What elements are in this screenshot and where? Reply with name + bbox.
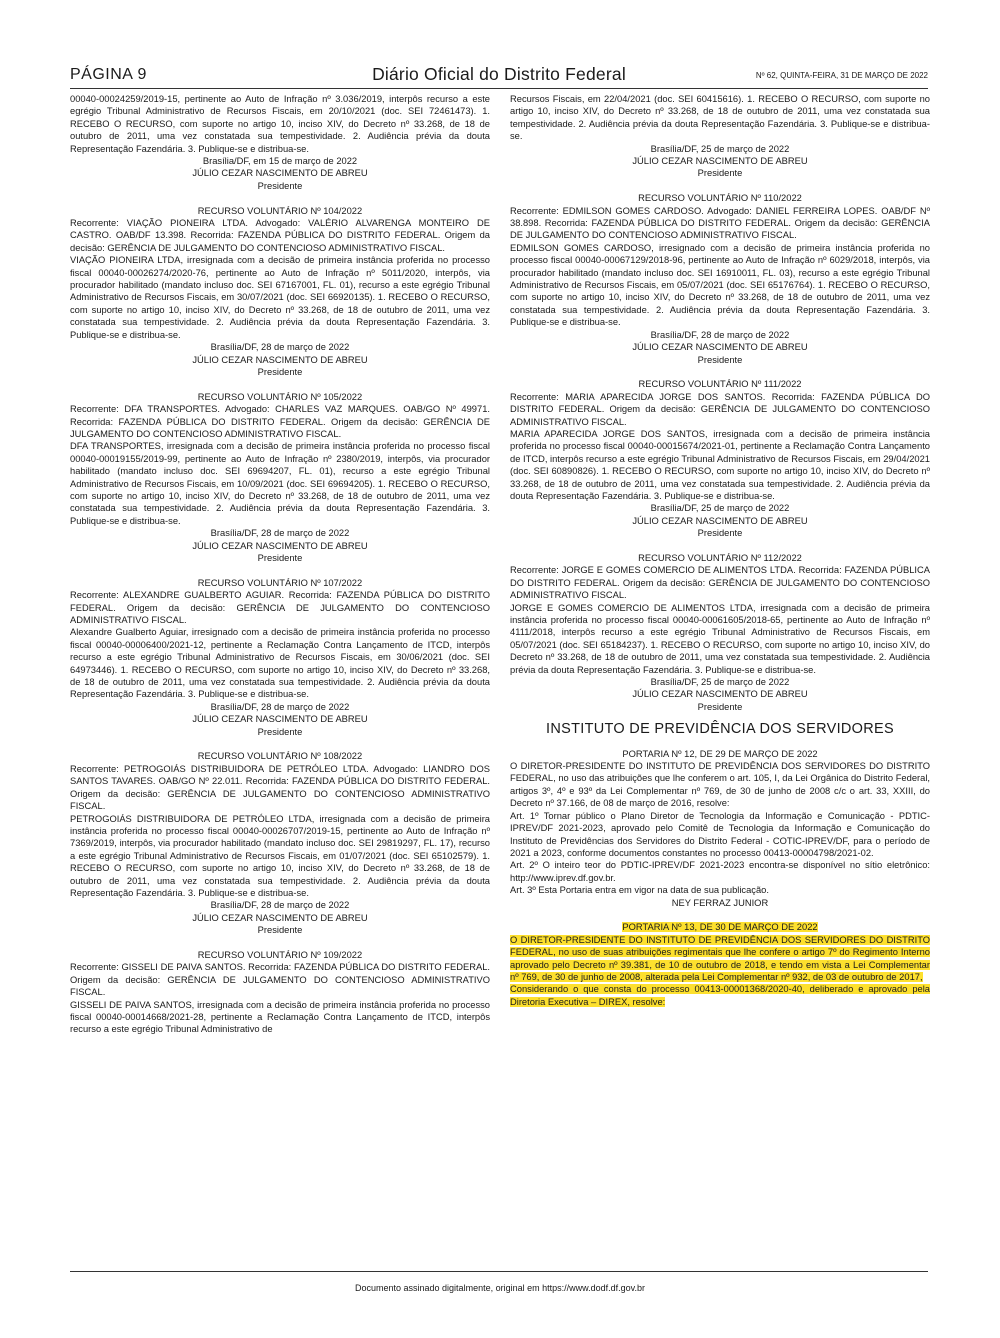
highlighted-text: PORTARIA Nº 13, DE 30 DE MARÇO DE 2022: [622, 922, 818, 933]
ordinance-considering-13: [510, 983, 930, 1008]
appeal-title-110: RECURSO VOLUNTÁRIO Nº 110/2022: [638, 193, 802, 204]
signature-name: JÚLIO CEZAR NASCIMENTO DE ABREU: [632, 156, 808, 167]
appeal-body-112: JORGE E GOMES COMERCIO DE ALIMENTOS LTDA, irresignada com a decisão de primeira instância proferida no processo fiscal 00040-00061605/2018-65, pertinente ao Auto de Infração nº 4111/2018, interpôs recurso a este egrégio Tribunal Administrativo de Recursos Fiscais, em 05/07/2021 (doc. SEI 65184237). 1. RECEBO O RECURSO, com suporte no artigo 10, inciso XIV, do Decreto nº 33.268, de 18 de outubro de 2011, uma vez constatada sua tempestividade. 2. Audiência prévia da douta Representação Fazendária. 3. Publique-se e distribua-se.: [510, 602, 930, 675]
left-column: [70, 93, 490, 1036]
appeal-parties-112: Recorrente: JORGE E GOMES COMERCIO DE ALIMENTOS LTDA. Recorrida: FAZENDA PÚBLICA DO DISTRITO FEDERAL. Origem da decisão: GERÊNCIA DE JULGAMENTO DO CONTENCIOSO ADMINISTRATIVO FISCAL.: [510, 565, 930, 601]
signature-name: JÚLIO CEZAR NASCIMENTO DE ABREU: [632, 689, 808, 700]
highlighted-text: Considerando o que consta do processo 00413-00001368/2020-40, deliberado e aprovado pela Diretoria Executiva – DIREX, resolve:: [510, 984, 930, 1007]
ordinance-article-2: Art. 2º O inteiro teor do PDTIC-IPREV/DF 2021-2023 encontra-se disponível no sítio eletrônico: http://www.iprev.df.gov.br.: [510, 860, 930, 883]
appeal-body-105: DFA TRANSPORTES, irresignada com a decisão de primeira instância proferida no processo fiscal 00040-00019155/2019-99, pertinente ao Auto de Infração nº 2380/2019, interpôs, via procurador habilitado (mandato incluso doc. SEI 69694207, FL. 01), recurso a este egrégio Tribunal Administrativo de Recursos Fiscais, em 10/09/2021 (doc. SEI 69694205). 1. RECEBO O RECURSO, com suporte no artigo 10, inciso XIV, do Decreto nº 33.268, de 18 de outubro de 2011, uma vez constatada sua tempestividade. 2. Audiência prévia da douta Representação Fazendária. 3. Publique-se e distribua-se.: [70, 441, 490, 526]
appeal-body-109-continued: Recursos Fiscais, em 22/04/2021 (doc. SEI 60415616). 1. RECEBO O RECURSO, com suporte no artigo 10, inciso XIV, do Decreto nº 33.268, de 18 de outubro de 2011, uma vez constatada sua tempestividade. 2. Audiência prévia da douta Representação Fazendária. 3. Publique-se e distribua-se.: [510, 94, 930, 142]
footer-rule: [70, 1271, 928, 1272]
signature-name: JÚLIO CEZAR NASCIMENTO DE ABREU: [192, 714, 368, 725]
appeal-title-109: RECURSO VOLUNTÁRIO Nº 109/2022: [197, 949, 363, 960]
right-column: [510, 93, 930, 1008]
signature-place: Brasília/DF, 25 de março de 2022: [650, 677, 790, 688]
appeal-body-111: MARIA APARECIDA JORGE DOS SANTOS, irresignada com a decisão de primeira instância proferida no processo fiscal 00040-00015674/2021-01, pertinente a Reclamação Contra Lançamento de ITCD, interpôs recurso a este egrégio Tribunal Administrativo de Recursos Fiscais, em 29/04/2021 (doc. SEI 60890826). 1. RECEBO O RECURSO, com suporte no artigo 10, inciso XIV, do Decreto nº 33.268, de 18 de outubro de 2011, uma vez constatada sua tempestividade. 2. Audiência prévia da douta Representação Fazendária. 3. Publique-se e distribua-se.: [510, 428, 930, 501]
signature-place: Brasília/DF, 28 de março de 2022: [650, 329, 790, 340]
appeal-parties-104: Recorrente: VIAÇÃO PIONEIRA LTDA. Advogado: VALÉRIO ALVARENGA MONTEIRO DE CASTRO. OAB/DF 13.398. Recorrida: FAZENDA PÚBLICA DO DISTRITO FEDERAL. Origem da decisão: GERÊNCIA DE JULGAMENTO DO CONTENCIOSO ADMINISTRATIVO FISCAL.: [70, 218, 490, 253]
appeal-parties-110: Recorrente: EDMILSON GOMES CARDOSO. Advogado: DANIEL FERREIRA LOPES. OAB/DF Nº 38.898. Recorrida: FAZENDA PÚBLICA DO DISTRITO FEDERAL. Origem da decisão: GERÊNCIA DE JULGAMENTO DO CONTENCIOSO ADMINISTRATIVO FISCAL.: [510, 205, 930, 241]
page-footer: Documento assinado digitalmente, original em https://www.dodf.df.gov.br: [355, 1283, 645, 1293]
appeal-parties-109: Recorrente: GISSELI DE PAIVA SANTOS. Recorrida: FAZENDA PÚBLICA DO DISTRITO FEDERAL. Origem da decisão: GERÊNCIA DE JULGAMENTO DO CONTENCIOSO ADMINISTRATIVO FISCAL.: [70, 962, 490, 998]
appeal-body-104: VIAÇÃO PIONEIRA LTDA, irresignada com a decisão de primeira instância proferida no processo fiscal 00040-00026274/2020-76, pertinente ao Auto de Infração nº 5011/2020, interpôs, via procurador habilitado (mandato incluso doc. SEI 67167001, FL. 01), recurso a este egrégio Tribunal Administrativo de Recursos Fiscais, em 30/07/2021 (doc. SEI 66920135). 1. RECEBO O RECURSO, com suporte no artigo 10, inciso XIV, do Decreto nº 33.268, de 18 de outubro de 2011, uma vez constatada sua tempestividade. 2. Audiência prévia da douta Representação Fazendária. 3. Publique-se e distribua-se.: [70, 255, 490, 340]
signature-name: JÚLIO CEZAR NASCIMENTO DE ABREU: [632, 515, 808, 526]
ordinance-article-1: Art. 1º Tornar público o Plano Diretor de Tecnologia da Informação e Comunicação - PDTIC-IPREV/DF 2021-2023, aprovado pelo Comitê de Tecnologia da Informação e Comunicação do Instituto de Previdências dos Servidores do Distrito Federal - COTIC-IPREV/DF, para o período de 2021 a 2023, conforme documentos constantes no processo 00413-00004798/2021-02.: [510, 810, 930, 858]
appeal-body-107: Alexandre Gualberto Aguiar, irresignado com a decisão de primeira instância proferida no processo fiscal 00040-00006400/2021-12, pertinente a Reclamação Contra Lançamento de ITCD, interpôs recurso a este egrégio Tribunal Administrativo de Recursos Fiscais, em 30/06/2021 (doc. SEI 64973446). 1. RECEBO O RECURSO, com suporte no artigo 10, inciso XIV, do Decreto nº 33.268, de 18 de outubro de 2011, uma vez constatada sua tempestividade. 2. Audiência prévia da douta Representação Fazendária. 3. Publique-se e distribua-se.: [70, 627, 490, 700]
ordinance-intro-13: [510, 934, 930, 984]
page-header: [70, 64, 928, 88]
signature-name: JÚLIO CEZAR NASCIMENTO DE ABREU: [632, 342, 808, 353]
appeal-body-108: PETROGOIÁS DISTRIBUIDORA DE PETRÓLEO LTDA, irresignada com a decisão de primeira instância proferida no processo fiscal 00040-00026707/2019-15, pertinente ao Auto de Infração nº 7369/2019, interpôs, via procurador habilitado (mandato incluso doc. SEI 29819297, FL. 17), recurso a este egrégio Tribunal Administrativo de Recursos Fiscais, em 01/07/2021 (doc. SEI 65102579). 1. RECEBO O RECURSO, com suporte no artigo 10, inciso XIV, do Decreto nº 33.268, de 18 de outubro de 2011, uma vez constatada sua tempestividade. 2. Audiência prévia da douta Representação Fazendária. 3. Publique-se e distribua-se.: [70, 813, 490, 898]
signature-role: Presidente: [257, 726, 303, 737]
signature-name: JÚLIO CEZAR NASCIMENTO DE ABREU: [192, 912, 368, 923]
appeal-body-109: GISSELI DE PAIVA SANTOS, irresignada com a decisão de primeira instância proferida no processo fiscal 00040-00014668/2021-28, pertinente a Reclamação Contra Lançamento de ITCD, interpôs recurso a este egrégio Tribunal Administrativo de: [70, 999, 490, 1035]
appeal-title-107: RECURSO VOLUNTÁRIO Nº 107/2022: [197, 577, 363, 588]
ordinance-title-12: PORTARIA Nº 12, DE 29 DE MARÇO DE 2022: [622, 748, 818, 759]
signature-role: Presidente: [257, 553, 303, 563]
appeal-parties-105: Recorrente: DFA TRANSPORTES. Advogado: CHARLES VAZ MARQUES. OAB/GO Nº 49971. Recorrida: FAZENDA PÚBLICA DO DISTRITO FEDERAL. Origem da decisão: GERÊNCIA DE JULGAMENTO DO CONTENCIOSO ADMINISTRATIVO FISCAL.: [70, 404, 490, 439]
signature-role: Presidente: [697, 528, 743, 539]
page-number: PÁGINA 9: [70, 66, 147, 83]
appeal-body-110: EDMILSON GOMES CARDOSO, irresignado com a decisão de primeira instância proferida no processo fiscal 00040-00067129/2018-96, pertinente ao Auto de Infração nº 6029/2018, interpôs, via procurador habilitado (mandato incluso doc. SEI 16910011, FL. 03), recurso a este egrégio Tribunal Administrativo de Recursos Fiscais, em 05/07/2021 (doc. SEI 65176764). 1. RECEBO O RECURSO, com suporte no artigo 10, inciso XIV, do Decreto nº 33.268, de 18 de outubro de 2011, uma vez constatada sua tempestividade. 2. Audiência prévia da douta Representação Fazendária. 3. Publique-se e distribua-se.: [510, 242, 930, 328]
section-heading: INSTITUTO DE PREVIDÊNCIA DOS SERVIDORES: [546, 721, 894, 738]
signature-place: Brasília/DF, 25 de março de 2022: [650, 503, 790, 514]
edition-date: Nº 62, QUINTA-FEIRA, 31 DE MARÇO DE 2022: [755, 71, 928, 80]
signature-place: Brasília/DF, em 15 de março de 2022: [202, 156, 358, 167]
signature-place: Brasília/DF, 28 de março de 2022: [210, 900, 350, 911]
appeal-parties-107: Recorrente: ALEXANDRE GUALBERTO AGUIAR. Recorrida: FAZENDA PÚBLICA DO DISTRITO FEDERAL. Origem da decisão: GERÊNCIA DE JULGAMENTO DO CONTENCIOSO ADMINISTRATIVO FISCAL.: [70, 590, 490, 626]
ordinance-article-3: Art. 3º Esta Portaria entra em vigor na data de sua publicação.: [510, 885, 769, 896]
ordinance-signer: NEY FERRAZ JUNIOR: [671, 897, 769, 908]
appeal-title-108: RECURSO VOLUNTÁRIO Nº 108/2022: [197, 751, 363, 762]
highlighted-text: O DIRETOR-PRESIDENTE DO INSTITUTO DE PREVIDÊNCIA DOS SERVIDORES DO DISTRITO FEDERAL, no uso de suas atribuições regimentais que lhe confere o artigo 7º do Regimento Interno aprovado pelo Decreto nº 39.381, de 10 de outubro de 2018, e tendo em vista a Lei Complementar nº 769, de 30 de junho de 2008, alterada pela Lei Complementar nº 932, de 03 de outubro de 2017,: [510, 934, 930, 982]
signature-role: Presidente: [257, 180, 303, 191]
signature-name: JÚLIO CEZAR NASCIMENTO DE ABREU: [192, 168, 368, 179]
signature-place: Brasília/DF, 28 de março de 2022: [210, 701, 350, 712]
signature-role: Presidente: [697, 354, 743, 365]
ordinance-title-13: [510, 921, 930, 933]
publication-title: Diário Oficial do Distrito Federal: [372, 64, 626, 84]
signature-role: Presidente: [697, 168, 743, 179]
appeal-title-112: RECURSO VOLUNTÁRIO Nº 112/2022: [638, 552, 802, 563]
signature-name: JÚLIO CEZAR NASCIMENTO DE ABREU: [192, 540, 368, 551]
signature-place: Brasília/DF, 25 de março de 2022: [650, 143, 790, 154]
appeal-title-104: RECURSO VOLUNTÁRIO Nº 104/2022: [197, 205, 363, 216]
signature-place: Brasília/DF, 28 de março de 2022: [210, 342, 350, 353]
signature-role: Presidente: [257, 366, 303, 377]
signature-role: Presidente: [257, 925, 303, 936]
signature-role: Presidente: [697, 701, 743, 712]
continued-paragraph: 00040-00024259/2019-15, pertinente ao Auto de Infração nº 3.036/2019, interpôs recurso a este egrégio Tribunal Administrativo de Recursos Fiscais, em 20/10/2021 (doc. SEI 72461473). 1. RECEBO O RECURSO, com suporte no artigo 10, inciso XIV, do Decreto nº 33.268, de 18 de outubro de 2011, uma vez constatada sua tempestividade. 2. Audiência prévia da douta Representação Fazendária. 3. Publique-se e distribua-se.: [70, 94, 490, 154]
header-rule: [70, 88, 928, 89]
signature-place: Brasília/DF, 28 de março de 2022: [210, 528, 350, 539]
ordinance-intro-12: O DIRETOR-PRESIDENTE DO INSTITUTO DE PREVIDÊNCIA DOS SERVIDORES DO DISTRITO FEDERAL, no uso das atribuições que lhe conferem o art. 105, I, da Lei Orgânica do Distrito Federal, artigos 3º, 4º e 93º da Lei Complementar nº 769, de 30 de junho de 2008 c/c o art. 33, XXIII, do Decreto nº 37.166, de 08 de março de 2016, resolve:: [510, 761, 930, 809]
appeal-title-105: RECURSO VOLUNTÁRIO Nº 105/2022: [197, 391, 363, 402]
appeal-title-111: RECURSO VOLUNTÁRIO Nº 111/2022: [638, 379, 802, 390]
signature-name: JÚLIO CEZAR NASCIMENTO DE ABREU: [192, 354, 368, 365]
appeal-parties-111: Recorrente: MARIA APARECIDA JORGE DOS SANTOS. Recorrida: FAZENDA PÚBLICA DO DISTRITO FEDERAL. Origem da decisão: GERÊNCIA DE JULGAMENTO DO CONTENCIOSO ADMINISTRATIVO FISCAL.: [510, 391, 930, 427]
appeal-parties-108: Recorrente: PETROGOIÁS DISTRIBUIDORA DE PETRÓLEO LTDA. Advogado: LIANDRO DOS SANTOS TAVARES. OAB/GO Nº 22.011. Recorrida: FAZENDA PÚBLICA DO DISTRITO FEDERAL. Origem da decisão: GERÊNCIA DE JULGAMENTO DO CONTENCIOSO ADMINISTRATIVO FISCAL.: [70, 763, 490, 812]
